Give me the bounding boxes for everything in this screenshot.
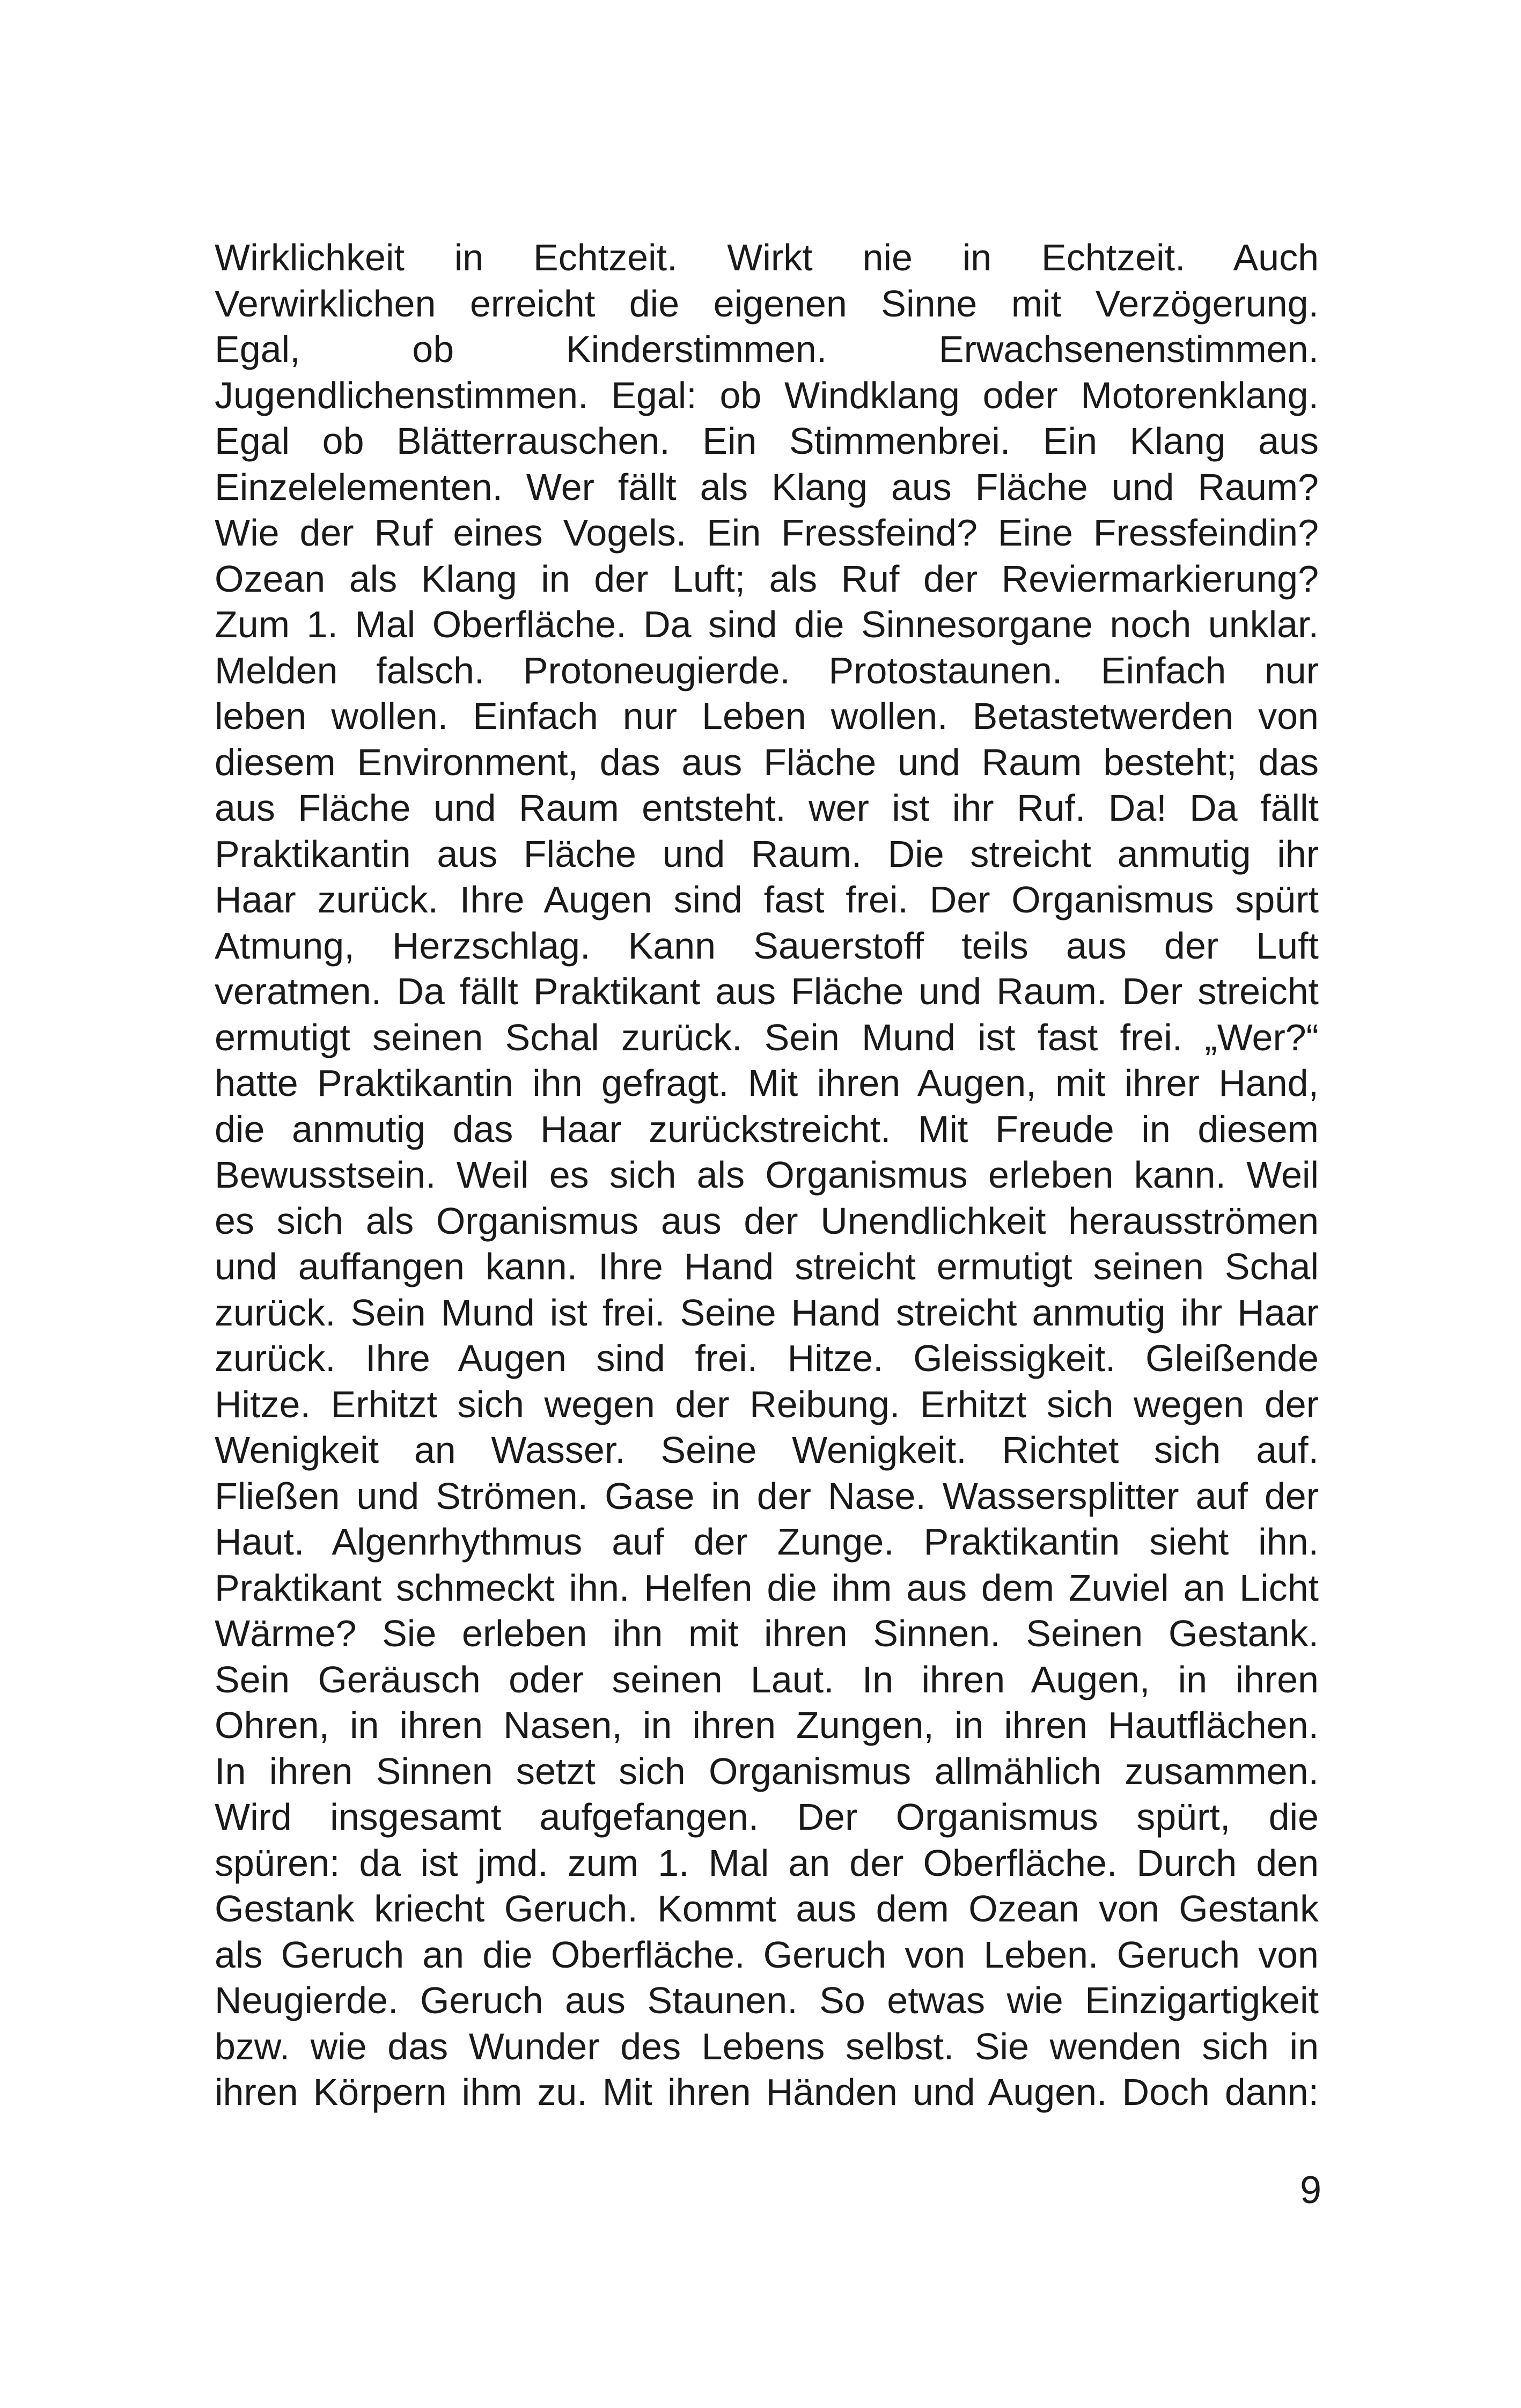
text-line: Wenigkeit an Wasser. Seine Wenigkeit. Richtet sich auf. [215, 1429, 1319, 1471]
text-line: Wird insgesamt aufgefangen. Der Organismus spürt, die [215, 1796, 1319, 1838]
text-line: Melden falsch. Protoneugierde. Protostaunen. Einfach nur [215, 649, 1319, 691]
text-line: Gestank kriecht Geruch. Kommt aus dem Ozean von Gestank [215, 1888, 1319, 1930]
text-line: Neugierde. Geruch aus Staunen. So etwas wie Einzigartigkeit [215, 1979, 1319, 2021]
text-line: ermutigt seinen Schal zurück. Sein Mund ist fast frei. „Wer?“ [215, 1016, 1319, 1058]
page-number: 9 [1299, 2169, 1321, 2212]
text-line: und auffangen kann. Ihre Hand streicht ermutigt seinen Schal [215, 1246, 1319, 1287]
text-line: als Geruch an die Oberfläche. Geruch von Leben. Geruch von [215, 1933, 1319, 1976]
text-line: es sich als Organismus aus der Unendlichkeit herausströmen [215, 1199, 1319, 1242]
text-line: Wirklichkeit in Echtzeit. Wirkt nie in Echtzeit. Auch [215, 237, 1319, 278]
text-line: die anmutig das Haar zurückstreicht. Mit Freude in diesem [215, 1108, 1319, 1150]
text-line: Zum 1. Mal Oberfläche. Da sind die Sinnesorgane noch unklar. [215, 603, 1319, 645]
text-line: Verwirklichen erreicht die eigenen Sinne mit Verzögerung. [215, 282, 1319, 325]
text-line: aus Fläche und Raum entsteht. wer ist ihr Ruf. Da! Da fällt [215, 787, 1319, 829]
text-line: Bewusstsein. Weil es sich als Organismus erleben kann. Weil [215, 1154, 1319, 1196]
text-line: Praktikant schmeckt ihn. Helfen die ihm aus dem Zuviel an Licht [215, 1566, 1319, 1609]
text-line: Haut. Algenrhythmus auf der Zunge. Praktikantin sieht ihn. [215, 1521, 1319, 1563]
text-line: Egal, ob Kinderstimmen. Erwachsenenstimmen. [215, 328, 1319, 370]
body-text [215, 235, 1319, 2116]
text-line: ihren Körpern ihm zu. Mit ihren Händen und Augen. Doch dann: [215, 2071, 1319, 2113]
text-line: leben wollen. Einfach nur Leben wollen. Betastetwerden von [215, 695, 1319, 737]
text-line: bzw. wie das Wunder des Lebens selbst. Sie wenden sich in [215, 2025, 1319, 2067]
text-line: Egal ob Blätterrauschen. Ein Stimmenbrei. Ein Klang aus [215, 420, 1319, 462]
text-line: Ozean als Klang in der Luft; als Ruf der Reviermarkierung? [215, 557, 1319, 600]
text-line: Fließen und Strömen. Gase in der Nase. Wassersplitter auf der [215, 1475, 1319, 1517]
text-line: Einzelelementen. Wer fällt als Klang aus Fläche und Raum? [215, 466, 1319, 508]
text-line: Hitze. Erhitzt sich wegen der Reibung. Erhitzt sich wegen der [215, 1383, 1319, 1425]
text-line: Atmung, Herzschlag. Kann Sauerstoff teils aus der Luft [215, 924, 1319, 967]
text-line: veratmen. Da fällt Praktikant aus Fläche und Raum. Der streicht [215, 970, 1319, 1012]
text-line: diesem Environment, das aus Fläche und Raum besteht; das [215, 741, 1319, 783]
text-line: Wärme? Sie erleben ihn mit ihren Sinnen. Seinen Gestank. [215, 1612, 1319, 1654]
text-line: Ohren, in ihren Nasen, in ihren Zungen, in ihren Hautflächen. [215, 1704, 1319, 1746]
text-line: spüren: da ist jmd. zum 1. Mal an der Oberfläche. Durch den [215, 1842, 1319, 1884]
text-line: Wie der Ruf eines Vogels. Ein Fressfeind? Eine Fressfeindin? [215, 512, 1319, 554]
text-line: Sein Geräusch oder seinen Laut. In ihren Augen, in ihren [215, 1658, 1319, 1700]
text-line: In ihren Sinnen setzt sich Organismus allmählich zusammen. [215, 1750, 1319, 1792]
text-line: zurück. Ihre Augen sind frei. Hitze. Gleissigkeit. Gleißende [215, 1337, 1319, 1379]
text-line: Praktikantin aus Fläche und Raum. Die streicht anmutig ihr [215, 833, 1319, 875]
text-line: hatte Praktikantin ihn gefragt. Mit ihren Augen, mit ihrer Hand, [215, 1062, 1319, 1104]
text-line: zurück. Sein Mund ist frei. Seine Hand streicht anmutig ihr Haar [215, 1291, 1319, 1334]
text-line: Jugendlichenstimmen. Egal: ob Windklang oder Motorenklang. [215, 374, 1319, 416]
text-line: Haar zurück. Ihre Augen sind fast frei. Der Organismus spürt [215, 879, 1319, 921]
